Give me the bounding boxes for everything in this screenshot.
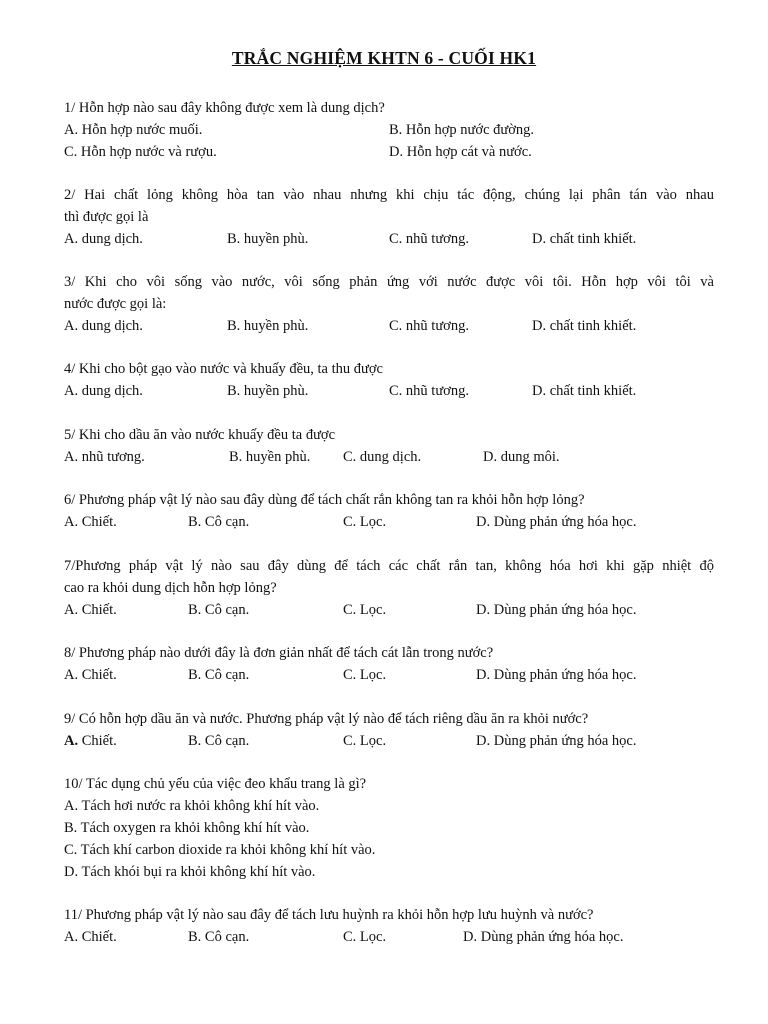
- question-5-options: [64, 446, 714, 468]
- question-1-options-row-1: [64, 119, 714, 141]
- question-3-option-d: D. chất tinh khiết.: [532, 318, 637, 334]
- question-2-option-a: A. dung dịch.: [64, 231, 143, 247]
- question-6: [64, 489, 714, 533]
- question-3-options: [64, 315, 714, 337]
- question-11-option-a: A. Chiết.: [64, 929, 117, 945]
- question-9-option-d: D. Dùng phản ứng hóa học.: [476, 733, 637, 749]
- question-8: [64, 642, 714, 686]
- question-7: [64, 555, 714, 621]
- question-4-options: [64, 380, 714, 402]
- question-5-option-b: B. huyền phù.: [229, 449, 311, 465]
- question-7-text-line-1: 7/Phương pháp vật lý nào sau đây dùng để tách các chất rắn tan, không hóa hơi khi gặp nhiệt độ: [64, 558, 714, 574]
- question-9-options: [64, 730, 714, 752]
- question-2-options: [64, 228, 714, 250]
- question-10-option-d: D. Tách khói bụi ra khỏi không khí hít vào.: [64, 864, 316, 880]
- question-1-option-a: A. Hỗn hợp nước muối.: [64, 122, 203, 138]
- question-2: [64, 184, 714, 250]
- question-5-option-d: D. dung môi.: [483, 449, 560, 465]
- question-6-options: [64, 511, 714, 533]
- question-1-option-b: B. Hỗn hợp nước đường.: [389, 122, 535, 138]
- question-9-option-a-letter: A.: [64, 733, 79, 749]
- question-1-options-row-2: [64, 141, 714, 163]
- question-1-option-d: D. Hỗn hợp cát và nước.: [389, 144, 532, 160]
- question-8-option-b: B. Cô cạn.: [188, 667, 250, 683]
- question-2-text-line-2: thì được gọi là: [64, 209, 149, 225]
- question-5: [64, 424, 714, 468]
- question-8-text: 8/ Phương pháp nào dưới đây là đơn giản nhất để tách cát lẫn trong nước?: [64, 645, 494, 661]
- question-11-option-d: D. Dùng phản ứng hóa học.: [463, 929, 624, 945]
- question-10-option-b: B. Tách oxygen ra khỏi không khí hít vào.: [64, 820, 310, 836]
- question-6-option-b: B. Cô cạn.: [188, 514, 250, 530]
- question-4: [64, 358, 714, 402]
- question-10: [64, 773, 714, 883]
- question-6-option-d: D. Dùng phản ứng hóa học.: [476, 514, 637, 530]
- question-7-option-a: A. Chiết.: [64, 602, 117, 618]
- question-4-option-a: A. dung dịch.: [64, 383, 143, 399]
- question-3-option-b: B. huyền phù.: [227, 318, 309, 334]
- question-8-option-d: D. Dùng phản ứng hóa học.: [476, 667, 637, 683]
- question-3: [64, 271, 714, 337]
- question-5-option-a: A. nhũ tương.: [64, 449, 145, 465]
- question-10-option-a: A. Tách hơi nước ra khỏi không khí hít vào.: [64, 798, 320, 814]
- question-10-option-c: C. Tách khí carbon dioxide ra khỏi không khí hít vào.: [64, 842, 376, 858]
- question-2-text-line-1: 2/ Hai chất lỏng không hòa tan vào nhau nhưng khi chịu tác động, chúng lại phân tán vào nhau: [64, 187, 714, 203]
- question-4-text: 4/ Khi cho bột gạo vào nước và khuấy đều, ta thu được: [64, 361, 383, 377]
- question-4-option-c: C. nhũ tương.: [389, 383, 469, 399]
- question-11: [64, 904, 714, 948]
- question-3-text-line-1: 3/ Khi cho vôi sống vào nước, vôi sống phản ứng với nước được vôi tôi. Hỗn hợp vôi tôi và: [64, 274, 714, 290]
- question-1: [64, 97, 714, 163]
- question-7-text-line-2: cao ra khỏi dung dịch hỗn hợp lỏng?: [64, 580, 277, 596]
- question-9-option-c: C. Lọc.: [343, 733, 387, 749]
- question-6-option-a: A. Chiết.: [64, 514, 117, 530]
- question-2-option-d: D. chất tinh khiết.: [532, 231, 637, 247]
- question-9-option-b: B. Cô cạn.: [188, 733, 250, 749]
- question-1-option-c: C. Hỗn hợp nước và rượu.: [64, 144, 217, 160]
- question-9-option-a-text: Chiết.: [78, 733, 117, 749]
- question-9-text: 9/ Có hỗn hợp dầu ăn và nước. Phương pháp vật lý nào để tách riêng dầu ăn ra khỏi nước?: [64, 711, 589, 727]
- question-9-option-a: [64, 730, 117, 752]
- question-3-text-line-2: nước được gọi là:: [64, 296, 167, 312]
- question-7-options: [64, 599, 714, 621]
- question-2-option-c: C. nhũ tương.: [389, 231, 469, 247]
- question-10-text: 10/ Tác dụng chủ yếu của việc đeo khẩu trang là gì?: [64, 776, 367, 792]
- question-2-option-b: B. huyền phù.: [227, 231, 309, 247]
- question-11-option-b: B. Cô cạn.: [188, 929, 250, 945]
- question-7-option-c: C. Lọc.: [343, 602, 387, 618]
- document-title: TRẮC NGHIỆM KHTN 6 - CUỐI HK1: [231, 48, 537, 68]
- question-11-options: [64, 926, 714, 948]
- question-6-text: 6/ Phương pháp vật lý nào sau đây dùng để tách chất rắn không tan ra khỏi hỗn hợp lỏng?: [64, 492, 585, 508]
- question-7-option-d: D. Dùng phản ứng hóa học.: [476, 602, 637, 618]
- question-5-option-c: C. dung dịch.: [343, 449, 422, 465]
- question-3-option-c: C. nhũ tương.: [389, 318, 469, 334]
- question-11-text: 11/ Phương pháp vật lý nào sau đây để tách lưu huỳnh ra khỏi hỗn hợp lưu huỳnh và nước?: [64, 907, 594, 923]
- question-1-text: 1/ Hỗn hợp nào sau đây không được xem là dung dịch?: [64, 100, 385, 116]
- question-7-option-b: B. Cô cạn.: [188, 602, 250, 618]
- question-5-text: 5/ Khi cho dầu ăn vào nước khuấy đều ta được: [64, 427, 336, 443]
- question-4-option-b: B. huyền phù.: [227, 383, 309, 399]
- question-11-option-c: C. Lọc.: [343, 929, 387, 945]
- question-6-option-c: C. Lọc.: [343, 514, 387, 530]
- question-8-option-a: A. Chiết.: [64, 667, 117, 683]
- question-8-options: [64, 664, 714, 686]
- question-4-option-d: D. chất tinh khiết.: [532, 383, 637, 399]
- question-9: [64, 708, 714, 752]
- question-8-option-c: C. Lọc.: [343, 667, 387, 683]
- question-3-option-a: A. dung dịch.: [64, 318, 143, 334]
